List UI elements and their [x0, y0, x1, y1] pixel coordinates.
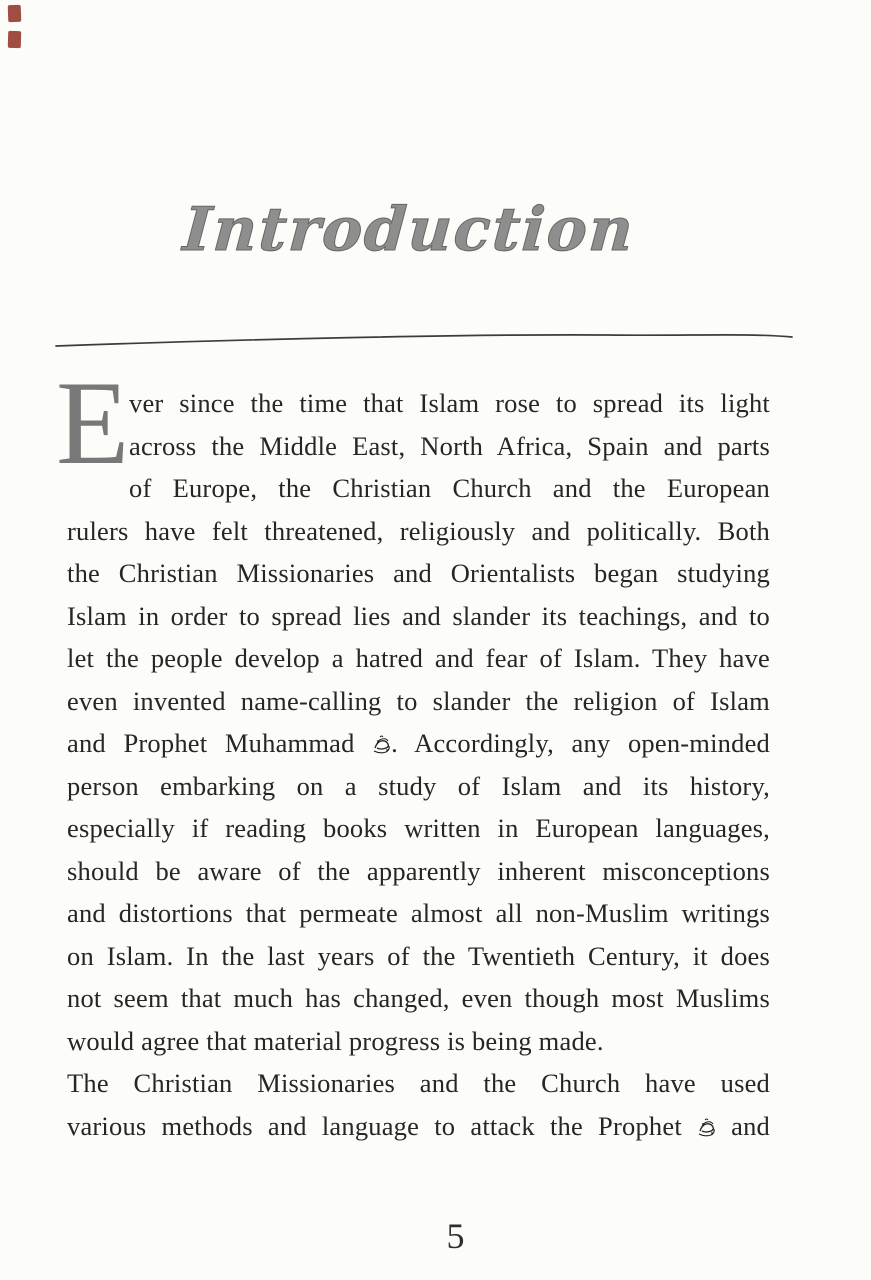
body-line: even invented name-calling to slander the religion of Islam	[67, 686, 770, 716]
body-line: ver since the time that Islam rose to spread its light	[129, 388, 770, 418]
drop-cap: E	[56, 356, 130, 489]
body-line: Islam in order to spread lies and slander its teachings, and to	[67, 601, 770, 631]
body-line: not seem that much has changed, even though most Muslims	[67, 983, 770, 1013]
body-line: rulers have felt threatened, religiously and politically. Both	[67, 516, 770, 546]
body-line-text: various methods and language to attack the Prophet	[67, 1111, 698, 1141]
body-line	[67, 1105, 770, 1148]
body-line: on Islam. In the last years of the Twentieth Century, it does	[67, 941, 770, 971]
pbuh-calligraphy-symbol	[372, 735, 391, 756]
page-number: 5	[446, 1216, 465, 1256]
body-line: would agree that material progress is being made.	[67, 1026, 604, 1056]
body-line: of Europe, the Christian Church and the European	[129, 473, 770, 503]
body-line-text: and Prophet Muhammad	[67, 728, 373, 758]
scan-mark-bottom	[8, 31, 21, 48]
body-line-text: and	[716, 1111, 771, 1141]
body-line: should be aware of the apparently inherent misconceptions	[67, 856, 770, 886]
body-line: let the people develop a hatred and fear of Islam. They have	[67, 643, 770, 673]
chapter-title: Introduction	[180, 195, 638, 265]
body-line-text: . Accordingly, any open-minded	[391, 728, 770, 758]
body-line: and distortions that permeate almost all non-Muslim writings	[67, 898, 770, 928]
body-line: especially if reading books written in European languages,	[67, 813, 770, 843]
title-divider-line	[48, 324, 808, 354]
body-line: person embarking on a study of Islam and its history,	[67, 771, 770, 801]
scan-mark-top	[8, 5, 22, 22]
body-line: the Christian Missionaries and Orientalists began studying	[67, 558, 770, 588]
body-line: across the Middle East, North Africa, Spain and parts	[129, 431, 770, 461]
pbuh-calligraphy-symbol	[697, 1118, 716, 1139]
body-line	[67, 722, 770, 765]
body-line: The Christian Missionaries and the Church have used	[67, 1068, 770, 1098]
